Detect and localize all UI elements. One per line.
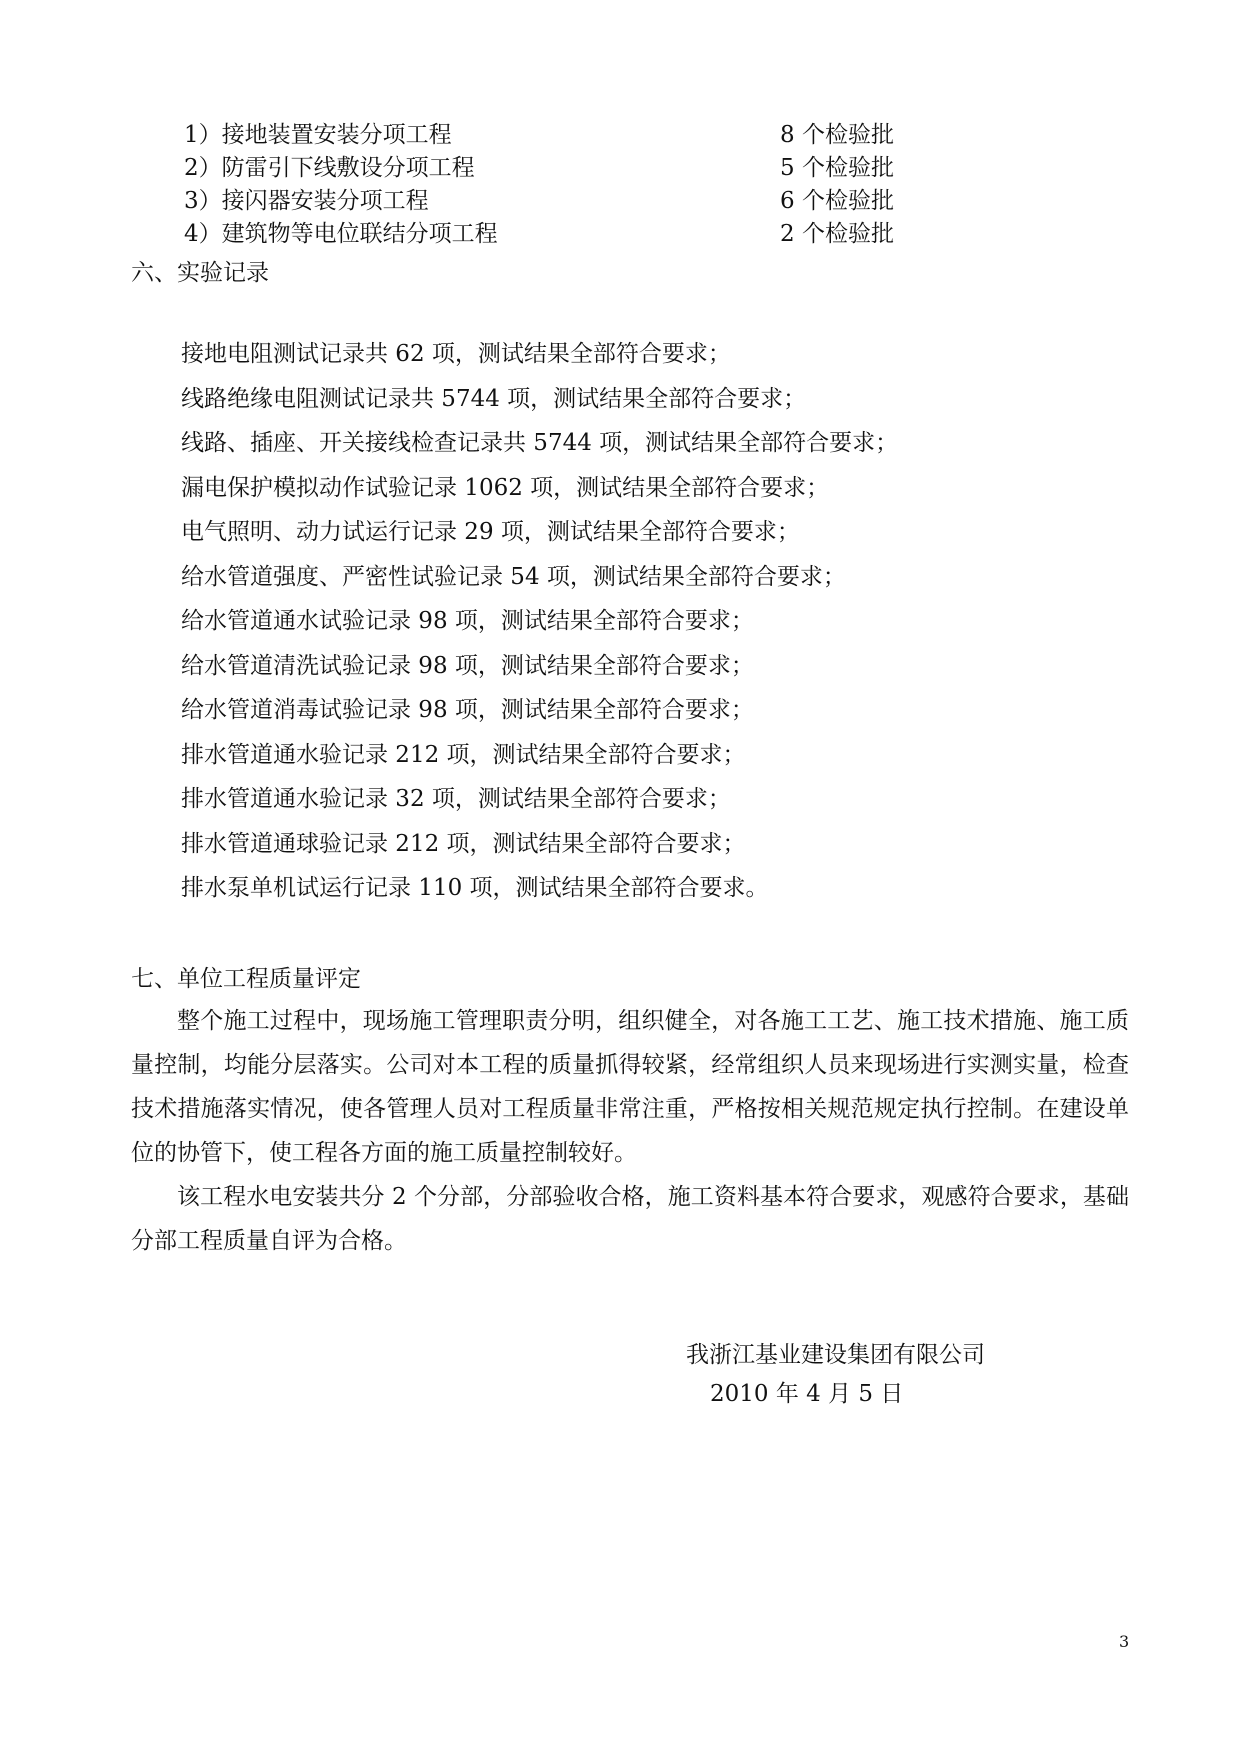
test-record: 排水泵单机试运行记录 110 项，测试结果全部符合要求。 (181, 875, 769, 901)
quality-assessment-text (131, 999, 1129, 1263)
subproject-list (184, 119, 944, 251)
test-record: 给水管道消毒试验记录 98 项，测试结果全部符合要求； (181, 697, 754, 723)
subproject-name: 1）接地装置安装分项工程 (184, 122, 452, 148)
subproject-name: 2）防雷引下线敷设分项工程 (184, 155, 475, 181)
test-record: 排水管道通球验记录 212 项，测试结果全部符合要求； (181, 830, 746, 857)
test-record: 线路、插座、开关接线检查记录共 5744 项，测试结果全部符合要求； (181, 430, 899, 456)
subproject-count: 5 个检验批 (780, 155, 894, 181)
test-record: 排水管道通水验记录 212 项，测试结果全部符合要求； (181, 741, 746, 768)
paragraph: 整个施工过程中，现场施工管理职责分明，组织健全，对各施工工艺、施工技术措施、施工质量控制，均能分层落实。公司对本工程的质量抓得较紧，经常组织人员来现场进行实测实量，检查技术措施落实情况，使各管理人员对工程质量非常注重，严格按相关规范规定执行控制。在建设单位的协管下，使工程各方面的施工质量控制较好。 (131, 1008, 1129, 1166)
test-record-list (181, 332, 1141, 911)
subproject-name: 3）接闪器安装分项工程 (184, 188, 429, 214)
test-record: 给水管道强度、严密性试验记录 54 项，测试结果全部符合要求； (181, 563, 846, 590)
test-record: 线路绝缘电阻测试记录共 5744 项，测试结果全部符合要求； (181, 385, 807, 412)
subproject-item (184, 218, 944, 251)
company-signature: 我浙江基业建设集团有限公司 (686, 1342, 985, 1368)
subproject-name: 4）建筑物等电位联结分项工程 (184, 221, 498, 247)
subproject-item (184, 185, 944, 218)
subproject-item (184, 152, 944, 185)
subproject-item (184, 119, 944, 152)
test-record: 给水管道通水试验记录 98 项，测试结果全部符合要求； (181, 608, 754, 634)
page-number: 3 (1119, 1632, 1130, 1651)
section-heading-quality-assessment: 七、单位工程质量评定 (131, 966, 361, 992)
subproject-count: 2 个检验批 (780, 221, 894, 247)
section-heading-test-records: 六、实验记录 (131, 260, 269, 286)
subproject-count: 6 个检验批 (780, 188, 894, 214)
paragraph: 该工程水电安装共分 2 个分部，分部验收合格，施工资料基本符合要求，观感符合要求，基础分部工程质量自评为合格。 (131, 1184, 1129, 1254)
test-record: 排水管道通水验记录 32 项，测试结果全部符合要求； (181, 786, 731, 812)
test-record: 给水管道清洗试验记录 98 项，测试结果全部符合要求； (181, 652, 754, 679)
subproject-count: 8 个检验批 (780, 122, 894, 148)
test-record: 电气照明、动力试运行记录 29 项，测试结果全部符合要求； (181, 519, 800, 545)
signature-date: 2010 年 4 月 5 日 (710, 1381, 904, 1407)
test-record: 漏电保护模拟动作试验记录 1062 项，测试结果全部符合要求； (181, 474, 830, 501)
test-record: 接地电阻测试记录共 62 项，测试结果全部符合要求； (181, 341, 731, 367)
